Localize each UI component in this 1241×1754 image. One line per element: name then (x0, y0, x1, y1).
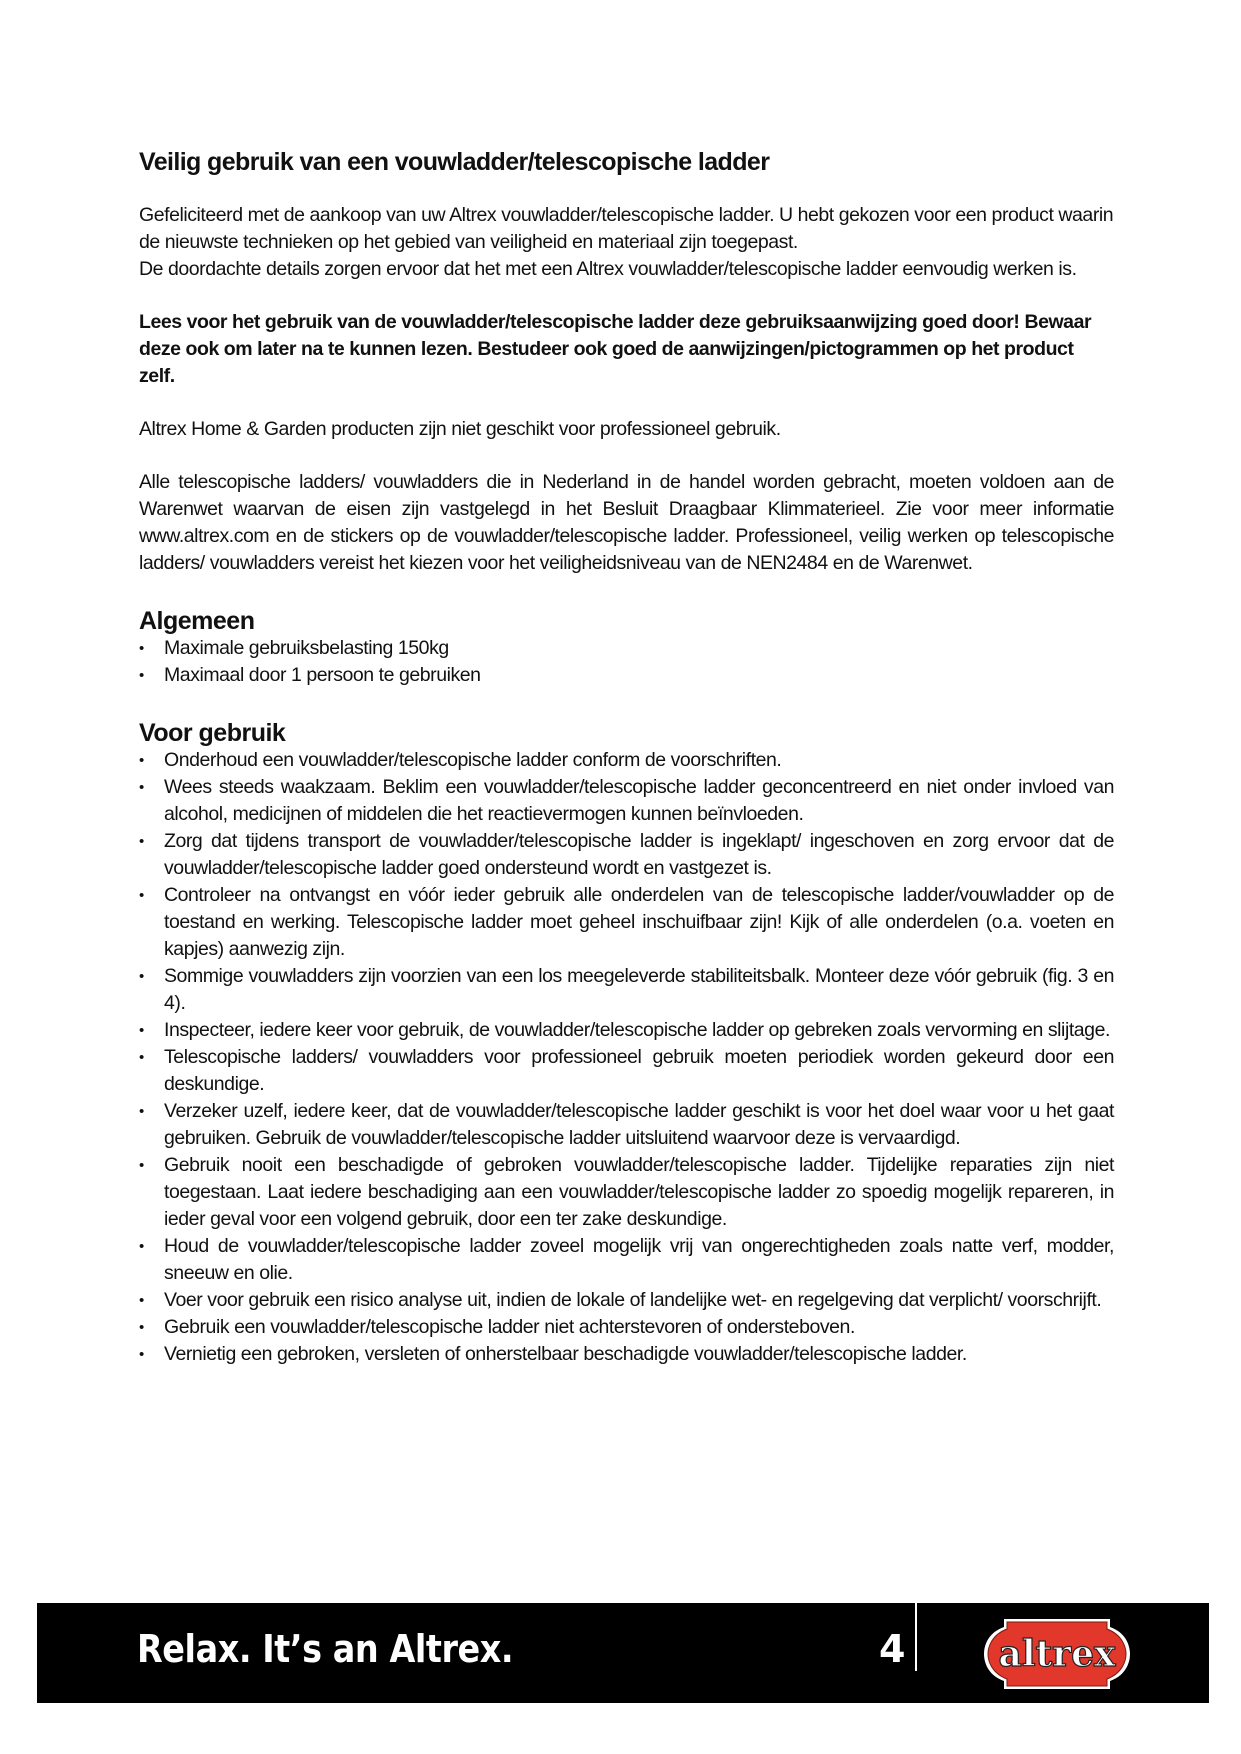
logo-text: altrex (998, 1633, 1116, 1675)
list-item: • Vernietig een gebroken, versleten of onherstelbaar beschadigde vouwladder/telescopische ladder. (139, 1341, 1114, 1368)
list-item: • Voer voor gebruik een risico analyse uit, indien de lokale of landelijke wet- en regelgeving dat verplicht/ voorschrijft. (139, 1287, 1114, 1314)
intro-paragraph-1: Gefeliciteerd met de aankoop van uw Altrex vouwladder/telescopische ladder. U hebt gekozen voor een product waarin de nieuwste technieken op het gebied van veiligheid en materiaal zijn toegepast. (139, 204, 1114, 253)
list-item: • Houd de vouwladder/telescopische ladder zoveel mogelijk vrij van ongerechtigheden zoals natte verf, modder, sneeuw en olie. (139, 1233, 1114, 1287)
home-garden-note: Altrex Home & Garden producten zijn niet geschikt voor professioneel gebruik. (139, 418, 781, 440)
list-item: • Onderhoud een vouwladder/telescopische ladder conform de voorschriften. (139, 747, 1114, 774)
footer-bar (37, 1603, 1209, 1703)
footer-slogan: Relax. It’s an Altrex. (137, 1627, 514, 1671)
list-item: • Wees steeds waakzaam. Beklim een vouwladder/telescopische ladder geconcentreerd en niet onder invloed van alcohol, medicijnen of middelen die het reactievermogen kunnen beïnvloeden. (139, 774, 1114, 828)
voor-gebruik-list (139, 747, 1114, 1368)
list-item: • Zorg dat tijdens transport de vouwladder/telescopische ladder is ingeklapt/ ingeschoven en zorg ervoor dat de vouwladder/telescopische ladder goed ondersteund wordt en vastgezet is. (139, 828, 1114, 882)
list-item: • Sommige vouwladders zijn voorzien van een los meegeleverde stabiliteitsbalk. Monteer deze vóór gebruik (fig. 3 en 4). (139, 963, 1114, 1017)
list-item: • Telescopische ladders/ vouwladders voor professioneel gebruik moeten periodiek worden gekeurd door een deskundige. (139, 1044, 1114, 1098)
list-item: • Controleer na ontvangst en vóór ieder gebruik alle onderdelen van de telescopische ladder/vouwladder op de toestand en werking. Telescopische ladder moet geheel inschuifbaar zijn! Kijk of alle onderdelen (o.a. voeten en kapjes) aanwezig zijn. (139, 882, 1114, 963)
section-heading-voor-gebruik: Voor gebruik (139, 719, 286, 747)
document-body (139, 146, 1114, 1368)
altrex-logo (982, 1617, 1132, 1691)
list-item: • Maximale gebruiksbelasting 150kg (139, 635, 1114, 662)
algemeen-list (139, 635, 1114, 689)
footer-divider (915, 1603, 917, 1671)
list-item: • Inspecteer, iedere keer voor gebruik, de vouwladder/telescopische ladder op gebreken zoals vervorming en slijtage. (139, 1017, 1114, 1044)
list-item: • Gebruik nooit een beschadigde of gebroken vouwladder/telescopische ladder. Tijdelijke reparaties zijn niet toegestaan. Laat iedere beschadiging aan een vouwladder/telescopische ladder zo spoedig mogelijk repareren, in ieder geval voor een volgend gebruik, door een ter zake deskundige. (139, 1152, 1114, 1233)
page-title: Veilig gebruik van een vouwladder/telescopische ladder (139, 148, 770, 176)
page-number: 4 (879, 1627, 906, 1671)
regulation-paragraph: Alle telescopische ladders/ vouwladders die in Nederland in de handel worden gebracht, moeten voldoen aan de Warenwet waarvan de eisen zijn vastgelegd in het Besluit Draagbaar Klimmaterieel. Zie voor meer informatie www.altrex.com en de stickers op de vouwladder/telescopische ladder. Professioneel, veilig werken op telescopische ladders/ vouwladders vereist het kiezen voor het veiligheidsniveau van de NEN2484 en de Warenwet. (139, 471, 1114, 574)
list-item: • Verzeker uzelf, iedere keer, dat de vouwladder/telescopische ladder geschikt is voor het doel waar voor u het gaat gebruiken. Gebruik de vouwladder/telescopische ladder uitsluitend waarvoor deze is vervaardigd. (139, 1098, 1114, 1152)
list-item: • Maximaal door 1 persoon te gebruiken (139, 662, 1114, 689)
intro-paragraph-2: De doordachte details zorgen ervoor dat het met een Altrex vouwladder/telescopische ladder eenvoudig werken is. (139, 258, 1077, 280)
list-item: • Gebruik een vouwladder/telescopische ladder niet achterstevoren of ondersteboven. (139, 1314, 1114, 1341)
warning-paragraph: Lees voor het gebruik van de vouwladder/telescopische ladder deze gebruiksaanwijzing goed door! Bewaar deze ook om later na te kunnen lezen. Bestudeer ook goed de aanwijzingen/pictogrammen op het product zelf. (139, 311, 1092, 387)
section-heading-algemeen: Algemeen (139, 607, 255, 635)
